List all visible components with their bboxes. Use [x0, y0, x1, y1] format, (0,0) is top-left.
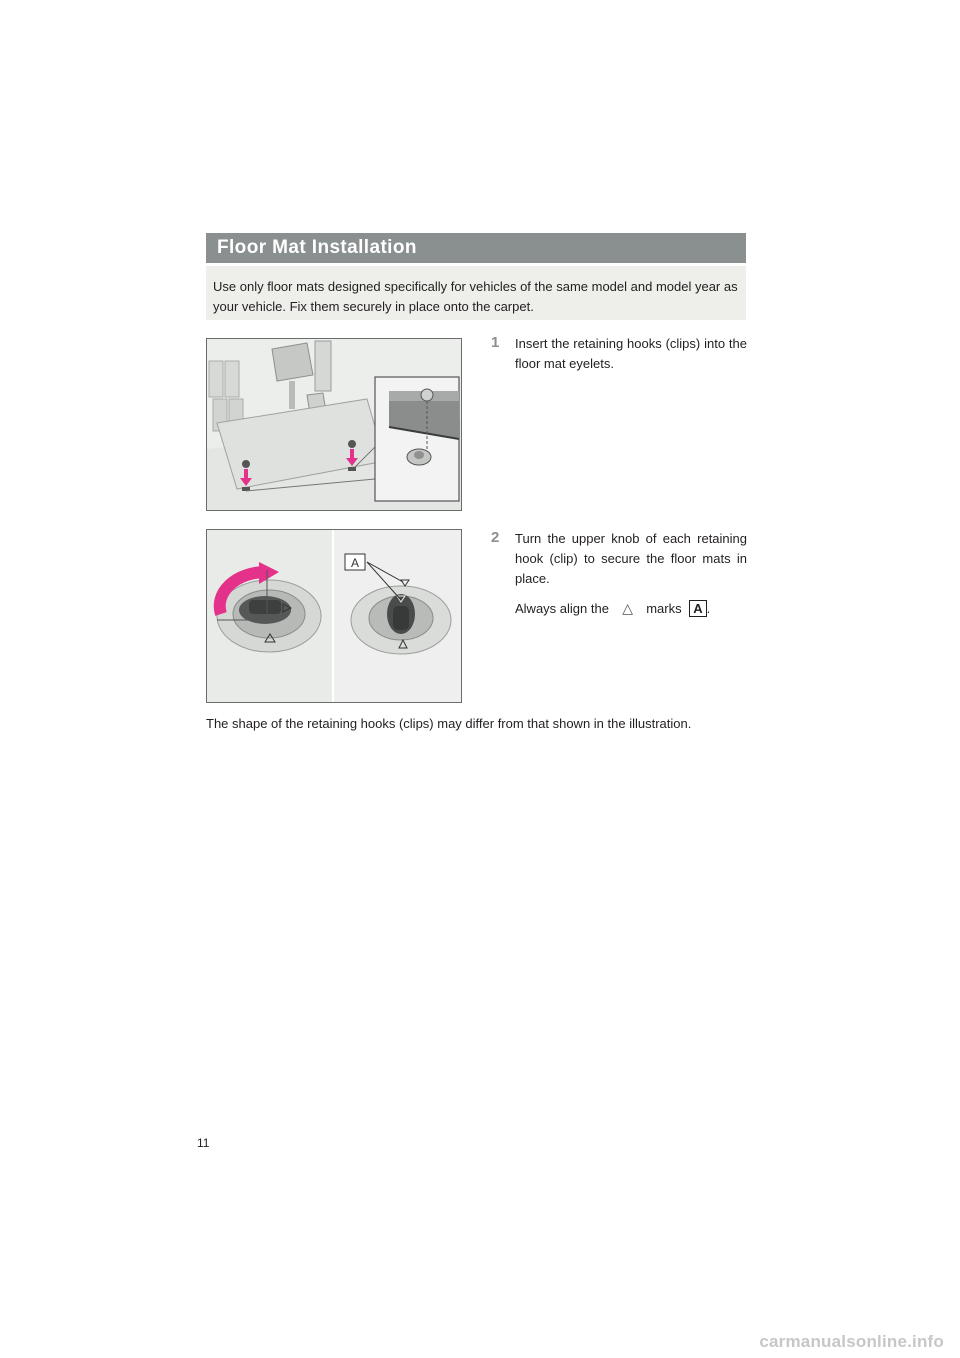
retaining-hook-illustration [206, 529, 462, 703]
floor-mat-illustration [206, 338, 462, 511]
step-2 [491, 529, 747, 589]
intro-box [206, 266, 746, 320]
step-2-number: 2 [491, 529, 500, 546]
step-1 [491, 334, 747, 374]
step-2-text: Turn the upper knob of each retaining hook (clip) to secure the floor mats in place. [515, 531, 747, 586]
note-suffix: . [706, 601, 711, 616]
page-number: 11 [197, 1136, 210, 1150]
step-1-number: 1 [491, 334, 500, 351]
alignment-note [515, 598, 710, 619]
hook-knob-drawing [207, 530, 461, 702]
section-header [206, 233, 746, 263]
note-prefix: Always align the [515, 601, 609, 616]
note-middle: marks [646, 601, 682, 616]
watermark: carmanualsonline.info [759, 1332, 944, 1351]
intro-text: Use only floor mats designed specifically for vehicles of the same model and model year as your vehicle. Fix them securely in place onto the carpet. [213, 279, 738, 314]
illustration-caption: The shape of the retaining hooks (clips) may differ from that shown in the illustration. [206, 716, 692, 731]
triangle-mark-icon: △ [622, 600, 633, 616]
label-a-box: A [689, 600, 706, 617]
callout-a-label: A [350, 556, 360, 570]
floor-mat-drawing [207, 339, 461, 510]
section-title: Floor Mat Installation [217, 237, 417, 258]
step-1-text: Insert the retaining hooks (clips) into the floor mat eyelets. [515, 336, 747, 371]
